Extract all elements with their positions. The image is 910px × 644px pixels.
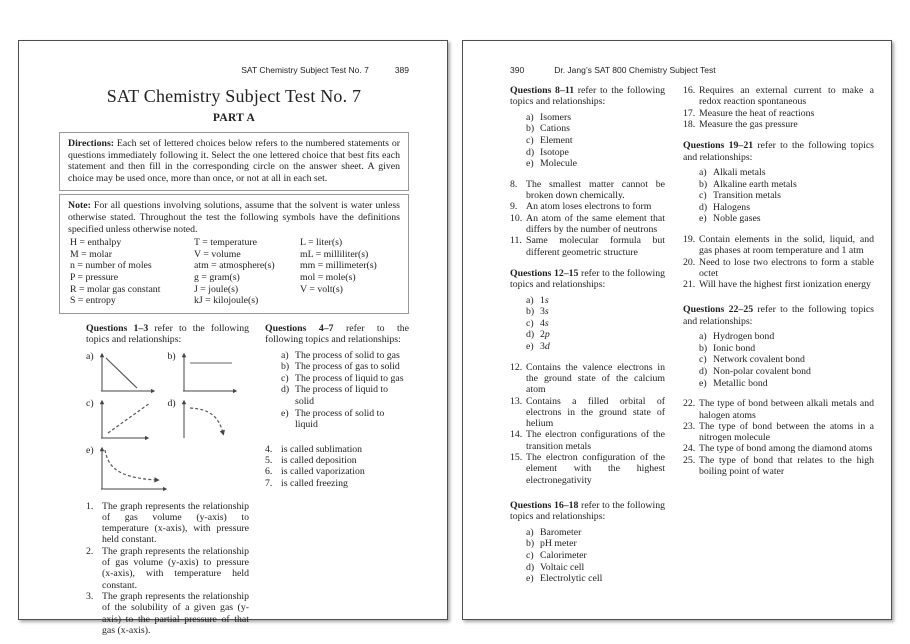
choice-text-main: 3	[540, 306, 545, 318]
choice-text-main: pH meter	[540, 538, 577, 550]
heading-bold: Questions 4–7	[265, 322, 334, 334]
symbol-cell: J = joule(s)	[194, 283, 239, 295]
choice-row	[510, 147, 665, 159]
choice-row	[510, 158, 665, 170]
choice-text	[540, 341, 665, 353]
choice-letter: a)	[699, 331, 707, 343]
choice-letter: d)	[281, 384, 290, 396]
question-text: The graph represents the relationship of gas volume (y-axis) to pressure (x-axis), with temperature held constant.	[102, 545, 249, 591]
symbol-cell	[300, 295, 400, 307]
questions-19-21-heading	[683, 140, 874, 163]
question-text: The type of bond among the diamond atoms	[699, 443, 873, 455]
choice-text-main: The process of liquid to gas	[295, 372, 404, 384]
choice-letter: e)	[526, 341, 534, 353]
running-head-title: SAT Chemistry Subject Test No. 7	[241, 65, 369, 75]
choice-text	[540, 573, 665, 585]
choice-row	[510, 123, 665, 135]
choice-letter: b)	[699, 178, 708, 190]
graph-d-label: d)	[167, 397, 176, 409]
graph-e	[95, 444, 168, 492]
choice-text-main: Network covalent bond	[713, 354, 805, 366]
question-text: is called freezing	[281, 477, 348, 489]
question-item	[510, 201, 665, 212]
graph-d	[177, 397, 243, 441]
choice-text	[540, 112, 665, 124]
choice-text	[540, 318, 665, 330]
choice-letter: d)	[526, 146, 535, 158]
choice-row	[510, 295, 665, 307]
choice-row	[683, 202, 874, 214]
choice-text	[540, 123, 665, 135]
choice-row	[510, 550, 665, 562]
question-text: The graph represents the relationship of gas volume (y-axis) to temperature (x-axis), with pressure held constant.	[102, 500, 249, 546]
questions-22-25-choices	[683, 331, 874, 389]
choice-row	[683, 167, 874, 179]
questions-1-3-items	[86, 501, 249, 637]
graph-a	[95, 350, 161, 394]
choice-text	[540, 538, 665, 550]
choice-row	[510, 112, 665, 124]
question-number: 14.	[510, 429, 523, 441]
choice-text-main: Non-polar covalent bond	[713, 366, 811, 378]
choice-text-italic: s	[544, 294, 549, 306]
choice-text	[713, 331, 874, 343]
choice-row	[510, 527, 665, 539]
choice-text-main: Hydrogen bond	[713, 331, 775, 343]
choice-row	[510, 573, 665, 585]
question-text: The electron configuration of the element with the highest electronegativity	[526, 452, 665, 486]
symbol-cell: H = enthalpy	[70, 237, 122, 249]
symbol-cell: mol = mole(s)	[300, 271, 356, 283]
question-number: 12.	[510, 361, 523, 373]
symbol-cell: g = gram(s)	[194, 271, 240, 283]
symbol-row	[70, 249, 400, 261]
question-item	[86, 501, 249, 546]
questions-12-15-choices	[510, 295, 665, 353]
question-item	[683, 85, 874, 108]
choice-letter: c)	[526, 549, 534, 561]
question-number: 15.	[510, 452, 523, 464]
question-text: Need to lose two electrons to form a stable octet	[699, 256, 874, 279]
question-item	[510, 235, 665, 258]
question-text: The smallest matter cannot be broken down chemically.	[526, 178, 665, 202]
choice-text-main: The process of liquid to solid	[295, 384, 389, 407]
choice-text	[540, 329, 665, 341]
choice-row	[683, 366, 874, 378]
choice-text	[295, 350, 409, 362]
right-page-number: 390	[510, 65, 525, 75]
right-page	[462, 40, 892, 620]
heading-rest: refer to the following topics and relationships:	[510, 267, 665, 291]
question-item	[683, 234, 874, 257]
note-box	[59, 194, 409, 313]
graph-c	[95, 397, 161, 441]
question-number: 23.	[683, 420, 696, 432]
choice-text-main: Transition metals	[713, 190, 781, 202]
question-number: 10.	[510, 212, 523, 224]
symbol-row	[70, 272, 400, 284]
question-item	[265, 478, 409, 489]
question-text: Contains the valence electrons in the ground state of the calcium atom	[526, 361, 665, 396]
choice-text	[295, 361, 409, 373]
questions-4-7-heading	[265, 323, 409, 346]
graph-a-label: a)	[86, 350, 94, 362]
symbol-cell: T = temperature	[194, 237, 258, 249]
question-item	[510, 213, 665, 236]
left-page-number: 389	[394, 65, 409, 75]
symbol-cell: M = molar	[70, 248, 112, 260]
symbol-cell: mm = millimeter(s)	[300, 260, 377, 272]
question-number: 8.	[510, 178, 518, 190]
question-number: 20.	[683, 256, 696, 268]
heading-rest: refer to the following topics and relationships:	[510, 85, 665, 108]
choice-text-main: 4	[540, 317, 545, 329]
graph-c-label: c)	[86, 397, 94, 409]
choice-letter: e)	[699, 377, 707, 389]
question-item	[510, 179, 665, 202]
symbol-cell: n = number of moles	[70, 260, 152, 272]
questions-12-15-heading	[510, 268, 665, 291]
choice-text	[295, 384, 409, 407]
choice-row	[683, 378, 874, 390]
questions-22-25-heading	[683, 304, 874, 327]
group-16-18-items	[683, 85, 874, 130]
questions-19-21-items	[683, 234, 874, 290]
heading-rest: refer to the following topics and relationships:	[86, 322, 249, 346]
choice-text-main: 2	[540, 329, 545, 341]
choice-text-main: Molecule	[540, 158, 577, 170]
question-text: The electron configurations of the transition metals	[526, 429, 665, 452]
choice-letter: d)	[699, 366, 708, 378]
left-page	[18, 40, 448, 636]
choice-letter: b)	[526, 538, 535, 550]
question-item	[86, 591, 249, 636]
choice-row	[683, 354, 874, 366]
question-number: 18.	[683, 118, 696, 130]
question-number: 5.	[265, 454, 273, 466]
choice-text	[540, 135, 665, 147]
choice-letter: d)	[526, 561, 535, 573]
running-head-title: Dr. Jang’s SAT 800 Chemistry Subject Test	[554, 65, 716, 75]
choice-row	[510, 318, 665, 330]
choice-row	[683, 213, 874, 225]
symbol-cell: V = volume	[194, 248, 241, 260]
question-number: 13.	[510, 395, 523, 407]
heading-bold: Questions 19–21	[683, 140, 754, 152]
choice-text	[713, 354, 874, 366]
questions-8-11-items	[510, 179, 665, 258]
symbols-table	[68, 237, 400, 307]
choice-text-main: Element	[540, 135, 573, 146]
choice-letter: c)	[526, 317, 534, 329]
choice-row	[510, 329, 665, 341]
choice-text	[713, 190, 874, 202]
choice-letter: c)	[281, 372, 289, 384]
choice-text-italic: s	[544, 306, 549, 318]
question-text: Requires an external current to make a redox reaction spontaneous	[699, 85, 874, 108]
heading-rest: refer to the following topics and relationships:	[265, 322, 409, 346]
choice-text	[540, 158, 665, 170]
question-number: 1.	[86, 500, 94, 512]
note-text: For all questions involving solutions, assume that the solvent is water unless otherwise stated. Throughout the test the following symbols have the definitions specified unless otherwise noted.	[68, 200, 400, 235]
questions-16-18-choices	[510, 527, 665, 585]
choice-text	[295, 408, 409, 431]
graph-e-label: e)	[86, 444, 94, 456]
choice-letter: a)	[699, 167, 707, 178]
note-label: Note:	[68, 200, 91, 212]
choice-text-main: Electrolytic cell	[540, 573, 603, 585]
symbol-cell: mL = milliliter(s)	[300, 248, 369, 260]
question-item	[510, 429, 665, 452]
choice-row	[683, 331, 874, 343]
questions-1-3-heading	[86, 323, 249, 346]
choice-text-main: Calorimeter	[540, 549, 587, 561]
directions-label: Directions:	[68, 138, 115, 149]
choice-letter: b)	[699, 342, 708, 354]
choice-text-main: Noble gases	[713, 213, 761, 225]
choice-text-main: Alkaline earth metals	[713, 178, 797, 190]
symbol-cell: V = volt(s)	[300, 283, 343, 295]
symbol-cell: P = pressure	[70, 271, 119, 283]
question-number: 2.	[86, 545, 94, 557]
choice-text	[540, 306, 665, 318]
question-item	[683, 108, 874, 119]
choice-text	[713, 179, 874, 191]
question-text: Will have the highest first ionization energy	[699, 279, 871, 291]
choice-letter: c)	[699, 354, 707, 366]
question-number: 11.	[510, 235, 522, 247]
question-number: 3.	[86, 590, 94, 602]
choice-letter: d)	[699, 201, 708, 213]
choice-letter: d)	[526, 329, 535, 341]
symbol-row	[70, 284, 400, 296]
choice-text-main: 1	[540, 294, 545, 306]
choice-text	[713, 202, 874, 214]
choice-letter: b)	[526, 123, 535, 135]
answer-graphs	[86, 350, 249, 492]
right-running-head	[510, 65, 874, 75]
choice-text	[540, 562, 665, 574]
group-12-15	[510, 268, 665, 486]
question-number: 6.	[265, 466, 273, 478]
questions-12-15-items	[510, 362, 665, 486]
question-item	[265, 444, 409, 455]
question-text: The type of bond between alkali metals and halogen atoms	[699, 398, 874, 421]
symbol-cell: S = entropy	[70, 295, 116, 307]
question-text: is called sublimation	[281, 443, 363, 455]
question-text: An atom loses electrons to form	[526, 201, 652, 213]
questions-8-11-choices	[510, 112, 665, 170]
choice-text-main: Barometer	[540, 526, 582, 538]
questions-4-7-items	[265, 444, 409, 489]
heading-bold: Questions 1–3	[86, 322, 149, 334]
choice-text-main: Halogens	[713, 201, 751, 213]
symbol-row	[70, 295, 400, 307]
group-22-25	[683, 304, 874, 477]
graph-c-cell	[86, 397, 168, 441]
directions-text: Each set of lettered choices below refers to the numbered statements or questions immediately following it. Select the one lettered choice that best fits each statement and then fill in the corresponding circle on the answer sheet. A given choice may be used once, more than once, or not at all in each set.	[68, 138, 400, 184]
questions-16-18-heading	[510, 500, 665, 523]
graph-e-cell	[86, 444, 168, 492]
choice-row	[683, 190, 874, 202]
group-8-11	[510, 85, 665, 258]
question-number: 17.	[683, 107, 696, 119]
choice-letter: a)	[526, 526, 534, 538]
choice-letter: e)	[526, 158, 534, 170]
questions-22-25-items	[683, 398, 874, 477]
choice-row	[265, 408, 409, 431]
question-item	[683, 257, 874, 280]
question-number: 24.	[683, 443, 696, 455]
directions-box	[59, 132, 409, 191]
choice-row	[683, 343, 874, 355]
questions-8-11-heading	[510, 85, 665, 108]
choice-text-main: Metallic bond	[713, 377, 768, 389]
choice-row	[510, 538, 665, 550]
question-text: Contain elements in the solid, liquid, and gas phases at room temperature and 1 atm	[699, 233, 874, 257]
question-text: The type of bond that relates to the high boiling point of water	[699, 454, 874, 478]
choice-row	[510, 341, 665, 353]
question-number: 22.	[683, 398, 696, 410]
question-item	[265, 455, 409, 466]
group-19-21	[683, 140, 874, 290]
graph-a-cell	[86, 350, 168, 394]
choice-letter: b)	[526, 306, 535, 318]
question-number: 7.	[265, 477, 273, 489]
question-item	[510, 396, 665, 430]
choice-row	[683, 179, 874, 191]
choice-text-main: The process of gas to solid	[295, 361, 400, 373]
choice-text-main: Voltaic cell	[540, 561, 585, 573]
question-number: 19.	[683, 233, 696, 245]
choice-text	[713, 378, 874, 390]
choice-text	[540, 527, 665, 539]
graph-d-cell	[168, 397, 250, 441]
symbol-cell: R = molar gas constant	[70, 283, 161, 295]
choice-letter: c)	[699, 190, 707, 202]
choice-letter: e)	[699, 213, 707, 225]
question-text: The graph represents the relationship of the solubility of a given gas (y-axis) to the partial pressure of that gas (x-axis).	[102, 590, 249, 636]
symbol-cell: kJ = kilojoule(s)	[194, 295, 259, 307]
question-text: Contains a filled orbital of electrons in the ground state of helium	[526, 395, 665, 430]
question-item	[683, 119, 874, 130]
left-running-head	[59, 65, 409, 75]
question-text: is called deposition	[281, 454, 357, 466]
choice-text-main: The process of solid to liquid	[295, 407, 385, 431]
choice-letter: e)	[281, 407, 289, 419]
choice-row	[265, 361, 409, 373]
choice-text-italic: p	[544, 329, 550, 341]
choice-text-main: The process of solid to gas	[295, 349, 400, 361]
heading-bold: Questions 8–11	[510, 85, 575, 96]
question-item	[86, 546, 249, 591]
choice-letter: a)	[526, 294, 534, 306]
choice-text	[713, 366, 874, 378]
choice-text-main: Ionic bond	[713, 342, 756, 354]
question-item	[683, 443, 874, 454]
question-text: Measure the gas pressure	[699, 118, 798, 130]
heading-rest: refer to the following topics and relationships:	[510, 499, 665, 523]
choice-text-main: Isomers	[540, 111, 572, 123]
question-text: Measure the heat of reactions	[699, 107, 815, 119]
choice-row	[510, 306, 665, 318]
heading-bold: Questions 12–15	[510, 267, 579, 279]
choice-row	[265, 373, 409, 385]
choice-row	[265, 384, 409, 407]
choice-text	[713, 213, 874, 225]
choice-text-main: 3	[540, 341, 545, 353]
graph-b	[177, 350, 243, 394]
question-number: 9.	[510, 201, 518, 213]
questions-4-7-choices	[265, 350, 409, 431]
choice-text-main: Isotope	[540, 146, 569, 158]
question-item	[510, 452, 665, 486]
choice-letter: a)	[281, 349, 289, 361]
choice-text-italic: s	[544, 317, 549, 329]
group-16-18	[510, 500, 665, 585]
choice-row	[265, 350, 409, 362]
question-number: 16.	[683, 85, 696, 96]
question-text: An atom of the same element that differs by the number of neutrons	[526, 212, 665, 235]
choice-text-main: Alkali metals	[713, 167, 766, 178]
question-item	[683, 279, 874, 290]
heading-rest: refer to the following topics and relationships:	[683, 140, 874, 163]
choice-row	[510, 135, 665, 147]
choice-text	[713, 343, 874, 355]
heading-rest: refer to the following topics and relationships:	[683, 304, 874, 327]
choice-letter: a)	[526, 111, 534, 123]
part-heading: PART A	[212, 112, 256, 124]
choice-text	[713, 167, 874, 179]
choice-letter: e)	[526, 573, 534, 585]
symbol-row	[70, 237, 400, 249]
graph-b-cell	[168, 350, 250, 394]
heading-bold: Questions 22–25	[683, 304, 754, 316]
question-item	[510, 362, 665, 396]
symbol-cell: atm = atmosphere(s)	[194, 260, 275, 272]
test-title: SAT Chemistry Subject Test No. 7	[106, 86, 362, 106]
question-item	[683, 455, 874, 478]
choice-letter: b)	[281, 361, 290, 373]
choice-text-italic: d	[544, 341, 550, 353]
question-item	[683, 421, 874, 444]
question-number: 25.	[683, 454, 696, 466]
choice-text	[540, 147, 665, 159]
question-number: 21.	[683, 279, 696, 291]
questions-16-18-items	[683, 85, 874, 130]
question-text: Same molecular formula but different geometric structure	[526, 235, 665, 258]
question-number: 4.	[265, 443, 273, 455]
questions-19-21-choices	[683, 167, 874, 225]
choice-letter: c)	[526, 135, 534, 146]
choice-row	[510, 562, 665, 574]
choice-text	[295, 373, 409, 385]
symbol-cell: L = liter(s)	[300, 237, 343, 249]
heading-bold: Questions 16–18	[510, 499, 579, 511]
question-text: The type of bond between the atoms in a nitrogen molecule	[699, 420, 874, 444]
question-item	[683, 398, 874, 421]
graph-b-label: b)	[167, 350, 176, 362]
symbol-row	[70, 260, 400, 272]
choice-text-main: Cations	[540, 123, 570, 135]
question-text: is called vaporization	[281, 466, 365, 478]
choice-text	[540, 550, 665, 562]
choice-text	[540, 295, 665, 307]
question-item	[265, 466, 409, 477]
